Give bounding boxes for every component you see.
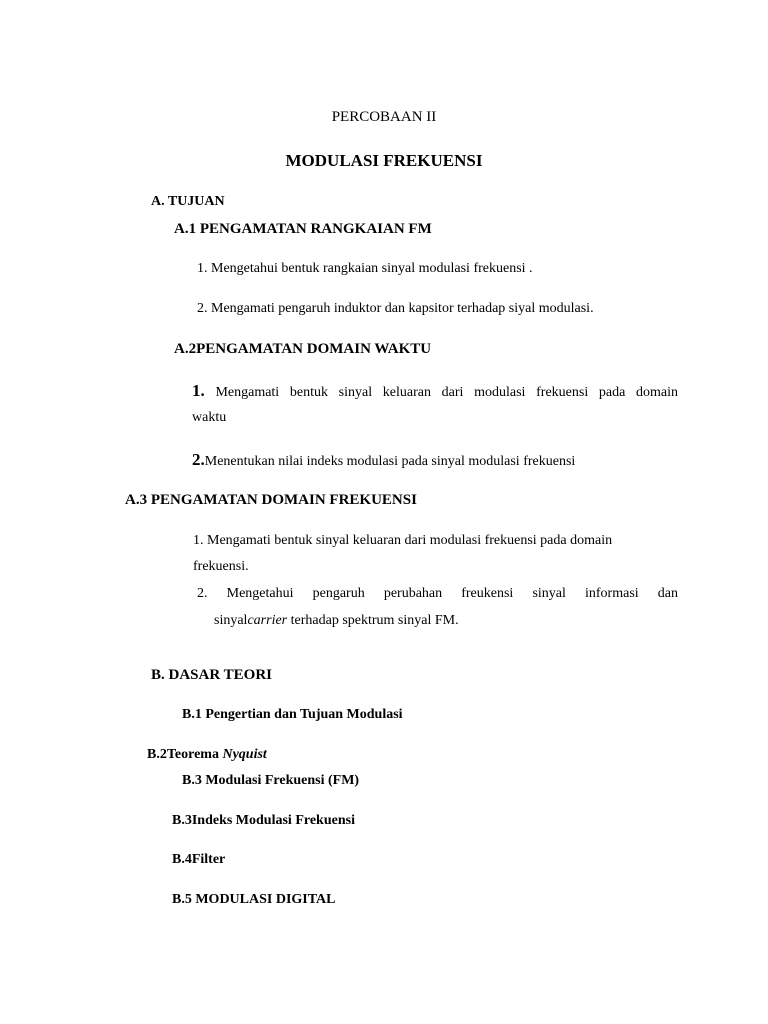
a1-heading: A.1 PENGAMATAN RANGKAIAN FM	[174, 221, 432, 237]
b-item-2-italic: Nyquist	[222, 747, 267, 762]
b-item-4: B.3Indeks Modulasi Frekuensi	[172, 813, 355, 828]
a3-item-1-line2: frekuensi.	[193, 559, 249, 574]
a2-item-2-number: 2.	[192, 450, 205, 469]
b-item-6: B.5 MODULASI DIGITAL	[172, 892, 336, 907]
a3-heading: A.3 PENGAMATAN DOMAIN FREKUENSI	[125, 492, 417, 508]
b-item-2	[147, 747, 267, 763]
b-item-5: B.4Filter	[172, 852, 226, 867]
a2-heading: A.2PENGAMATAN DOMAIN WAKTU	[174, 341, 432, 357]
a2-item-2	[192, 450, 575, 470]
page-title: MODULASI FREKUENSI	[285, 151, 483, 170]
a2-item-2-text: Menentukan nilai indeks modulasi pada sinyal modulasi frekuensi	[204, 454, 576, 469]
section-a-heading: A. TUJUAN	[151, 194, 225, 209]
experiment-label: PERCOBAAN II	[331, 109, 437, 125]
a2-item-1-line1	[192, 381, 678, 401]
b-item-2-text: B.2Teorema	[147, 747, 223, 762]
a2-item-1-number: 1.	[192, 381, 205, 400]
a3-item-2-text-post: terhadap spektrum sinyal FM.	[287, 613, 459, 628]
a3-item-2-text-pre: sinyal	[214, 613, 248, 628]
b-item-1: B.1 Pengertian dan Tujuan Modulasi	[182, 707, 403, 722]
a3-item-2-text-italic: carrier	[247, 613, 288, 628]
section-b-heading: B. DASAR TEORI	[151, 667, 273, 683]
a3-item-2-line1: 2. Mengetahui pengaruh perubahan freukensi sinyal informasi dan	[197, 586, 678, 601]
a1-item-2: 2. Mengamati pengaruh induktor dan kapsitor terhadap siyal modulasi.	[197, 301, 594, 316]
a2-item-1-line2: waktu	[192, 410, 227, 425]
a2-item-1-text: Mengamati bentuk sinyal keluaran dari modulasi frekuensi pada domain	[215, 385, 679, 400]
a3-item-2-line2	[214, 613, 459, 629]
a3-item-1-line1: 1. Mengamati bentuk sinyal keluaran dari modulasi frekuensi pada domain	[193, 533, 613, 548]
a1-item-1: 1. Mengetahui bentuk rangkaian sinyal modulasi frekuensi .	[197, 261, 533, 276]
b-item-3: B.3 Modulasi Frekuensi (FM)	[182, 773, 360, 788]
